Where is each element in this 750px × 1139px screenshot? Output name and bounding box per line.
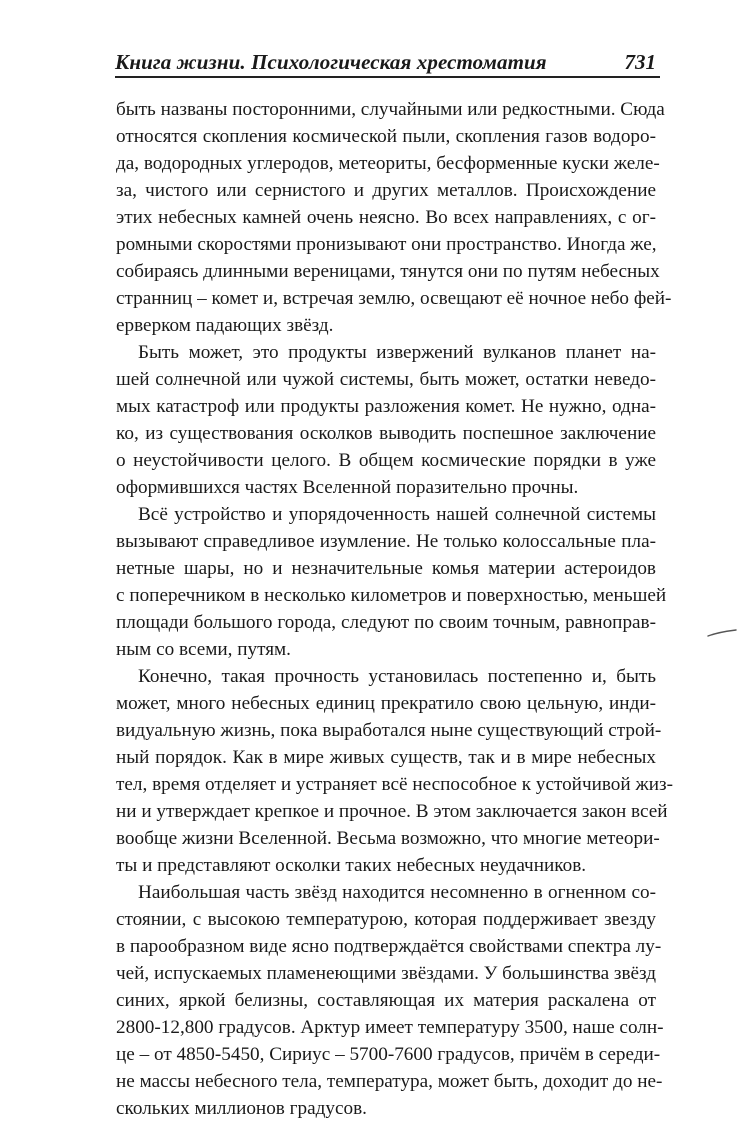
text-line: да, водородных углеродов, метеориты, бесформенные куски желе-: [116, 153, 660, 174]
text-line: Наибольшая часть звёзд находится несомненно в огненном со-: [138, 882, 656, 903]
text-line: с поперечником в несколько километров и поверхностью, меньшей: [116, 585, 667, 606]
text-line: ный порядок. Как в мире живых существ, так и в мире небесных: [116, 747, 656, 768]
text-line: шей солнечной или чужой системы, быть может, остатки неведо-: [116, 369, 656, 390]
text-line: мых катастроф или продукты разложения комет. Не нужно, одна-: [116, 396, 656, 417]
text-line: собираясь длинными вереницами, тянутся они по путям небесных: [116, 261, 660, 282]
text-line: це – от 4850-5450, Сириус – 5700-7600 градусов, причём в середи-: [116, 1044, 661, 1065]
text-line: не массы небесного тела, температура, может быть, доходит до не-: [116, 1071, 663, 1092]
text-line: этих небесных камней очень неясно. Во всех направлениях, с ог-: [116, 207, 656, 228]
body-text: [116, 96, 673, 1122]
text-line: ты и представляют осколки таких небесных неудачников.: [116, 855, 587, 876]
text-line: относятся скопления космической пыли, скопления газов водоро-: [116, 126, 656, 147]
text-line: Конечно, такая прочность установилась постепенно и, быть: [138, 666, 656, 687]
paragraph: [116, 501, 667, 663]
text-line: скольких миллионов градусов.: [116, 1098, 367, 1119]
text-line: синих, яркой белизны, составляющая их материя раскалена от: [116, 990, 656, 1011]
text-line: ни и утверждает крепкое и прочное. В этом заключается закон всей: [116, 801, 668, 822]
text-line: площади большого города, следуют по своим точным, равноправ-: [116, 612, 656, 633]
text-line: нетные шары, но и незначительные комья материи астероидов: [116, 558, 656, 579]
text-line: странниц – комет и, встречая землю, освещают её ночное небо фей-: [116, 288, 672, 309]
text-line: Быть может, это продукты извержений вулканов планет на-: [138, 342, 656, 363]
text-line: тел, время отделяет и устраняет всё неспособное к устойчивой жиз-: [116, 774, 673, 795]
text-line: в парообразном виде ясно подтверждаётся свойствами спектра лу-: [116, 936, 662, 957]
margin-pencil-mark: [707, 628, 737, 638]
page-number: 731: [624, 50, 656, 74]
text-line: ко, из существования осколков выводить поспешное заключение: [116, 423, 656, 444]
text-line: видуальную жизнь, пока выработался ныне существующий строй-: [116, 720, 662, 741]
paragraph: [116, 96, 672, 339]
text-line: может, много небесных единиц прекратило свою цельную, инди-: [116, 693, 656, 714]
text-line: вызывают справедливое изумление. Не только колоссальные пла-: [116, 531, 656, 552]
text-line: о неустойчивости целого. В общем космические порядки в уже: [116, 450, 656, 471]
text-line: оформившихся частях Вселенной поразительно прочны.: [116, 477, 579, 498]
paragraph: [116, 879, 664, 1122]
running-header: [115, 44, 660, 78]
paragraph: [116, 663, 673, 879]
text-line: вообще жизни Вселенной. Весьма возможно, что многие метеори-: [116, 828, 660, 849]
text-line: чей, испускаемых пламенеющими звёздами. У большинства звёзд: [116, 963, 657, 984]
text-line: Всё устройство и упорядоченность нашей солнечной системы: [138, 504, 656, 525]
text-line: стоянии, с высокою температурою, которая поддерживает звезду: [116, 909, 656, 930]
running-title: Книга жизни. Психологическая хрестоматия: [115, 50, 547, 74]
paragraph: [116, 339, 656, 501]
text-line: ерверком падающих звёзд.: [116, 315, 334, 336]
text-line: 2800-12,800 градусов. Арктур имеет температуру 3500, наше солн-: [116, 1017, 664, 1038]
text-line: за, чистого или сернистого и других металлов. Происхождение: [116, 180, 656, 201]
text-line: быть названы посторонними, случайными или редкостными. Сюда: [116, 99, 665, 120]
text-line: ромными скоростями пронизывают они пространство. Иногда же,: [116, 234, 657, 255]
text-line: ным со всеми, путям.: [116, 639, 291, 660]
